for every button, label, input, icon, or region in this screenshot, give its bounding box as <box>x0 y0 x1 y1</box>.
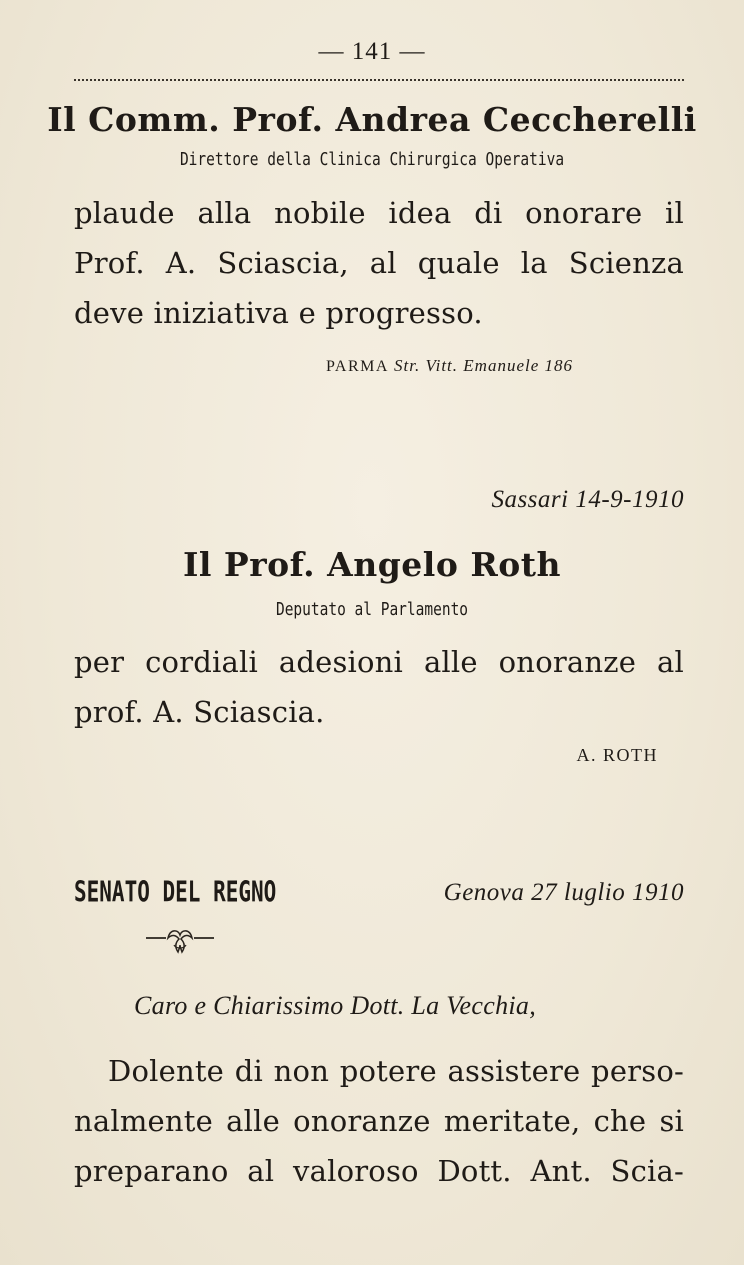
entry2-title: Deputato al Parlamento <box>275 600 469 620</box>
entry3-dateline: Genova 27 luglio 1910 <box>443 879 684 906</box>
fleuron-ornament-icon <box>140 925 220 963</box>
entry1-address <box>326 356 573 376</box>
entry2-signature: A. ROTH <box>576 745 658 765</box>
dotted-divider <box>74 79 684 81</box>
entry3-line-2: nalmente alle onoranze meritate, che si <box>74 1104 684 1138</box>
entry1-title: Direttore della Clinica Chirurgica Operativa <box>179 150 565 170</box>
entry1-address-city: PARMA <box>326 358 389 375</box>
entry1-line-1: plaude alla nobile idea di onorare il <box>74 196 684 230</box>
entry1-name-heading: Il Comm. Prof. Andrea Ceccherelli <box>47 100 697 139</box>
entry3-line-3: preparano al valoroso Dott. Ant. Scia- <box>74 1154 684 1188</box>
entry3-line-1: Dolente di non potere assistere perso- <box>108 1054 684 1088</box>
entry3-institution: SENATO DEL REGNO <box>74 875 277 909</box>
entry2-line-1: per cordiali adesioni alle onoranze al <box>74 645 684 679</box>
entry1-address-street: Str. Vitt. Emanuele 186 <box>394 356 574 375</box>
entry3-salutation: Caro e Chiarissimo Dott. La Vecchia, <box>134 991 537 1020</box>
entry2-line-2: prof. A. Sciascia. <box>74 695 325 729</box>
page-number: — 141 — <box>318 38 426 65</box>
entry2-name-heading: Il Prof. Angelo Roth <box>182 545 562 584</box>
entry1-line-2: Prof. A. Sciascia, al quale la Scienza <box>74 246 684 280</box>
entry2-dateline: Sassari 14-9-1910 <box>491 486 684 513</box>
entry1-line-3: deve iniziativa e progresso. <box>74 296 483 330</box>
